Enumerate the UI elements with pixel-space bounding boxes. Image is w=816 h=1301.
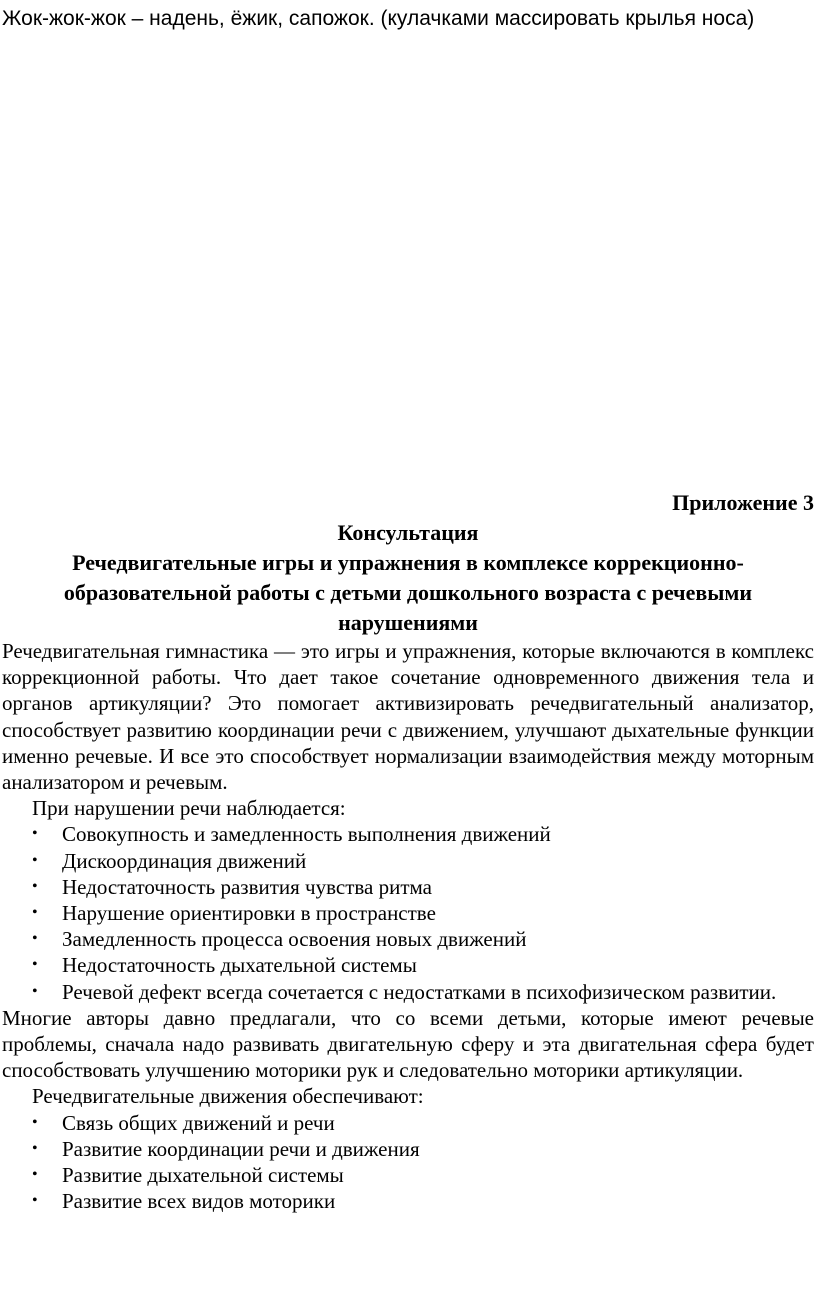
list-intro-movements: Речедвигательные движения обеспечивают: [32,1084,424,1109]
bullet-icon: • [32,904,38,922]
document-title: Речедвигательные игры и упражнения в комплексе коррекционно-образовательной работы с детьми дошкольного возраста с речевыми нарушениями [63,550,753,635]
list-intro-speech-disorders: При нарушении речи наблюдается: [32,796,346,821]
list-item: • Нарушение ориентировки в пространстве [32,901,436,926]
bullet-icon: • [32,956,38,974]
list-item: • Замедленность процесса освоения новых движений [32,927,527,952]
list-item: • Развитие координации речи и движения [32,1136,420,1161]
list-item: • Речевой дефект всегда сочетается с недостатками в психофизическом развитии. [32,979,777,1004]
paragraph-intro: Речедвигательная гимнастика — это игры и упражнения, которые включаются в комплекс коррекционной работы. Что дает такое сочетание одновременного движения тела и органов артикуляции? Это помогает активизировать речедвигательный анализатор, способствует развитию координации речи с движением, улучшают дыхательные функции именно речевые. И все это способствует нормализации взаимодействия между моторным анализатором и речевым. [2,639,814,795]
list-movement-benefits [2,1110,814,1215]
document-body [2,488,814,1214]
bullet-icon: • [32,851,38,869]
bullet-icon: • [32,1192,38,1210]
bullet-icon: • [32,1113,38,1131]
list-item: • Дискоординация движений [32,848,307,873]
paragraph-authors: Многие авторы давно предлагали, что со всеми детьми, которые имеют речевые проблемы, сначала надо развивать двигательную сферу и эта двигательная сфера будет способствовать улучшению моторики рук и следовательно моторики артикуляции. [2,1005,814,1083]
bullet-icon: • [32,877,38,895]
list-item: • Совокупность и замедленность выполнения движений [32,822,551,847]
bullet-icon: • [32,930,38,948]
bullet-icon: • [32,982,38,1000]
list-item: • Недостаточность дыхательной системы [32,953,417,978]
list-item: • Недостаточность развития чувства ритма [32,874,432,899]
bullet-icon: • [32,825,38,843]
bullet-icon: • [32,1139,38,1157]
bullet-icon: • [32,1166,38,1184]
rhyme-line: Жок-жок-жок – надень, ёжик, сапожок. (кулачками массировать крылья носа) [2,7,755,30]
list-speech-disorders [2,821,814,1004]
list-item: • Развитие всех видов моторики [32,1189,336,1214]
appendix-label: Приложение 3 [672,490,814,515]
list-item: • Связь общих движений и речи [32,1110,335,1135]
consultation-label: Консультация [337,520,479,545]
list-item: • Развитие дыхательной системы [32,1163,344,1188]
